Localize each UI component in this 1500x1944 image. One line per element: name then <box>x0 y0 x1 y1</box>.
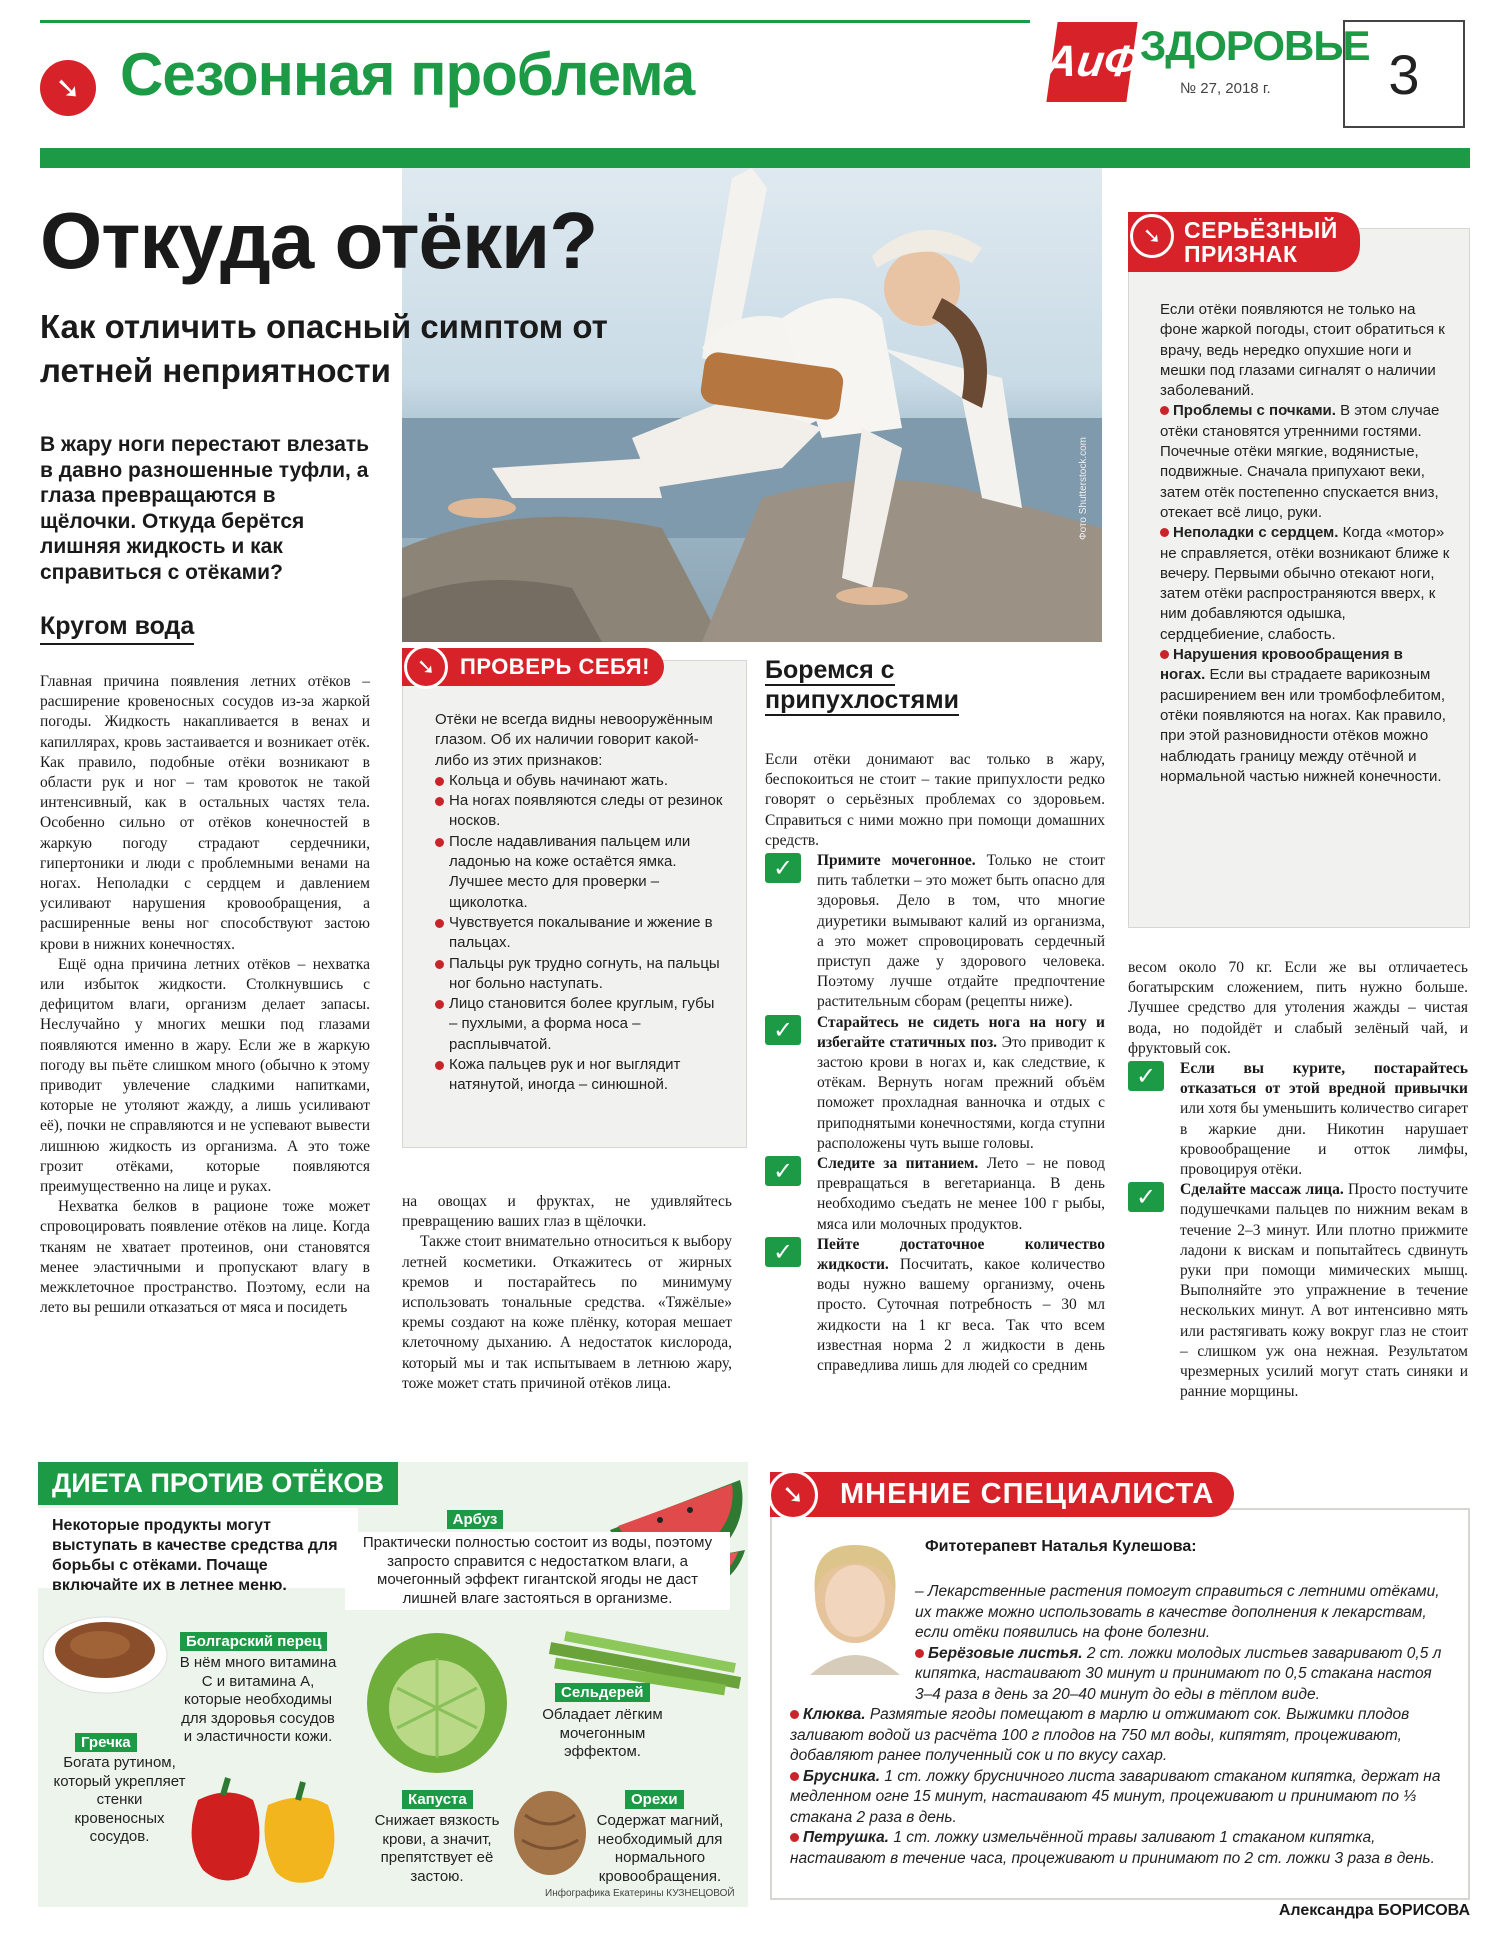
column-2 <box>402 1192 732 1394</box>
title-line: СЕРЬЁЗНЫЙ <box>1184 217 1338 243</box>
symptom-item: Чувствуется покалывание и жжение в пальцах. <box>435 913 725 954</box>
cabbage-tag: Капуста <box>402 1790 473 1809</box>
paragraph: на овощах и фруктах, не удивляйтесь превращению ваших глаз в щёлочки. <box>402 1193 732 1231</box>
recipe-text: 1 ст. ложку брусничного листа заваривают стаканом кипятка, держат на медленном огне 15 минут, настаивают 45 минут, процеживают и принимают по ⅓ стакана 2 раза в день. <box>790 1767 1441 1826</box>
tip-bold: Пейте достаточное количество жидкости. <box>817 1235 1105 1274</box>
header-green-bar <box>40 148 1470 168</box>
tip-massage <box>1128 1180 1468 1402</box>
tip-text: Просто постучите подушечками пальцев по нижним векам в течение 2–3 минут. Или плотно прижмите ладони к вискам и попытайтесь сдвинуть руки при помощи мимических мышц. Выполняйте это упражнение в течение нескольких минут. А вот интенсивно мять или растягивать кожу вокруг глаз не стоит – слишком уж она нежная. Результатом чрезмерных усилий могут стать синяки и ранние морщины. <box>1180 1181 1469 1401</box>
symptom-item: Кольца и обувь начинают жать. <box>435 771 725 791</box>
item-bold: Проблемы с почками. <box>1173 402 1336 420</box>
recipe-bold: Брусника. <box>803 1767 881 1785</box>
paragraph: Нехватка белков в рационе тоже может спровоцировать появление отёков на лице. Когда тканям не хватает протеинов, они становятся менее эластичными и пропускают влагу в межклеточное пространство. Поэтому, если на лето вы решили отказаться от мяса и посидеть <box>40 1198 370 1317</box>
check-yourself-title: ПРОВЕРЬ СЕБЯ! <box>402 648 664 686</box>
pepper-tag-wrap <box>180 1632 327 1651</box>
celery-tag-wrap <box>555 1683 650 1702</box>
nuts-tag-wrap <box>625 1790 684 1809</box>
paragraph: Также стоит внимательно относиться к выбору летней косметики. Откажитесь от жирных кремов и постарайтесь по минимуму использовать тональные средства. «Тяжёлые» кремы создают на коже плёнку, которая мешает клеточному дыханию. А недостаток кислорода, который мы и так испытываем в летнюю жару, тоже может стать причиной отёков лица. <box>402 1233 732 1392</box>
cabbage-text: Снижает вязкость крови, а значит, препятствует её застою. <box>374 1812 500 1885</box>
check-icon: ✓ <box>765 1015 801 1045</box>
bullet-icon <box>1160 528 1169 537</box>
arrow-icon: ➘ <box>768 1470 818 1520</box>
nuts-tag: Орехи <box>625 1790 684 1809</box>
section-arrow-icon: ➘ <box>40 60 96 116</box>
arrow-icon: ➘ <box>404 645 448 689</box>
buckwheat-tag: Гречка <box>75 1733 137 1752</box>
diet-title: ДИЕТА ПРОТИВ ОТЁКОВ <box>38 1462 398 1505</box>
buckwheat-tag-wrap <box>75 1733 137 1752</box>
tip-smoking <box>1128 1059 1468 1180</box>
article-title: Откуда отёки? <box>40 196 598 285</box>
column-3 <box>765 750 1105 1376</box>
nuts-text: Содержат магний, необходимый для нормального кровообращения. <box>596 1812 724 1885</box>
specialist-name: Фитотерапевт Наталья Кулешова: <box>925 1538 1197 1555</box>
circulation-item <box>1160 645 1450 787</box>
tip-diuretic <box>765 851 1105 1013</box>
paragraph: Ещё одна причина летних отёков – нехватка или избыток жидкости. Столкнувшись с дефицитом влаги, организм делает запасы. Неслучайно у многих мешки под глазами появляются именно в жару. Если же в жаркую погоду вы пьёте слишком много (обычно к этому приводит увлечение сладкими напитками, которые не утоляют жажду, а лишь усиливают её), почки не справляются и не успевают вывести лишнюю жидкость из организма. А это тоже грозит отёками, которые появляются преимущественно на лице и руках. <box>40 955 370 1196</box>
tip-posture <box>765 1013 1105 1154</box>
bullet-icon <box>1160 650 1169 659</box>
section-heading-water: Кругом вода <box>40 612 194 645</box>
cabbage-tag-wrap <box>402 1790 473 1809</box>
buckwheat-image <box>40 1600 170 1695</box>
recipe-parsley <box>790 1828 1450 1869</box>
bullet-icon <box>790 1833 799 1842</box>
section-title: Сезонная проблема <box>120 41 695 108</box>
symptom-item: На ногах появляются следы от резинок носков. <box>435 791 725 832</box>
photo-credit: Фото Shutterstock.com <box>1078 436 1089 540</box>
item-text: В этом случае отёки становятся утренними гостями. Почечные отёки мягкие, водянистые, подвижные. Сначала припухают веки, затем отёк постепенно спускается вниз, отекает всё лицо, руки. <box>1160 402 1440 521</box>
item-text: Когда «мотор» не справляется, отёки возникают ближе к вечеру. Первыми обычно отекают ноги, затем отёки распространяются вверх, к ним добавляются одышка, сердцебиение, слабость. <box>1160 524 1450 643</box>
header-rule <box>40 20 1030 23</box>
recipe-bold: Петрушка. <box>803 1829 889 1846</box>
symptom-list <box>435 771 725 1096</box>
pepper-tag: Болгарский перец <box>180 1632 327 1651</box>
paragraph: Главная причина появления летних отёков – расширение кровеносных сосудов из-за жаркой погоды. Жидкость накапливается в венах и капиллярах, кровь застаивается и возникает отёк. Как правило, подобные отёки возникают в области рук и ног – там кровоток не такой интенсивный, как в остальных частях тела. Особенно сильно от отёков конечностей в жаркую погоду страдают сердечники, гипертоники и люди с проблемными венами на ногах. Неполадки с сердцем и давлением усиливают нарушения кровообращения, а расширенные вены ног способствуют застою крови в нижних конечностях. <box>40 673 370 953</box>
watermelon-tag-wrap <box>440 1510 510 1529</box>
section-heading-fight <box>765 655 1035 717</box>
tip-bold: Примите мочегонное. <box>817 852 976 870</box>
heart-item <box>1160 523 1450 645</box>
item-bold: Неполадки с сердцем. <box>1173 524 1339 542</box>
bullet-icon <box>790 1772 799 1781</box>
tip-nutrition <box>765 1154 1105 1235</box>
cabbage-image <box>352 1628 522 1778</box>
symptom-item: Пальцы рук трудно согнуть, на пальцы ног больно наступать. <box>435 954 725 995</box>
tip-fluids <box>765 1235 1105 1376</box>
author-byline: Александра БОРИСОВА <box>1278 1902 1470 1919</box>
symptom-item: После надавливания пальцем или ладонью на коже остаётся ямка. Лучшее место для проверки – щиколотка. <box>435 832 725 913</box>
serious-sign-body <box>1160 300 1450 787</box>
recipe-text: 1 ст. ложку измельчённой травы заливают 1 стаканом кипятка, настаивают в течение часа, процеживают и принимают по 2 ст. ложки 3 раза в день. <box>790 1829 1435 1867</box>
pepper-text: В нём много витамина С и витамина А, которые необходимы для здоровья сосудов и эластичности кожи. <box>179 1654 337 1745</box>
tip-text: или хотя бы уменьшить количество сигарет в жаркие дни. Никотин нарушает кровообращение и отток лимфы, провоцируя отёки. <box>1180 1100 1468 1179</box>
tip-bold: Следите за питанием. <box>817 1155 979 1173</box>
symptom-item: Лицо становится более круглым, губы – пухлыми, а форма носа – расплывчатой. <box>435 994 725 1055</box>
buckwheat-text: Богата рутином, который укрепляет стенки кровеносных сосудов. <box>53 1754 186 1845</box>
column-4 <box>1128 958 1468 1402</box>
recipe-bold: Клюква. <box>803 1706 866 1723</box>
celery-tag: Сельдерей <box>555 1683 650 1702</box>
issue-number: № 27, 2018 г. <box>1180 80 1271 97</box>
specialist-body <box>790 1582 1450 1869</box>
diet-intro: Некоторые продукты могут выступать в качестве средства для борьбы с отёками. Почаще включайте их в летнее меню. <box>52 1517 338 1594</box>
symptom-item: Кожа пальцев рук и ног выглядит натянутой, иногда – синюшной. <box>435 1055 725 1096</box>
arrow-icon: ➘ <box>1130 214 1174 258</box>
recipe-text: 2 ст. ложки молодых листьев заваривают 0,5 л кипятка, настаивают 30 минут и принимают по 0,5 стакана настоя 3–4 раза в день за 20–40 минут до еды в тёплом виде. <box>915 1644 1442 1703</box>
paragraph: Если отёки донимают вас только в жару, беспокоиться не стоит – такие припухлости редко говорят о серьёзных проблемах со здоровьем. Справиться с ними можно при помощи домашних средств. <box>765 751 1105 849</box>
tip-text: Только не стоит пить таблетки – это может быть опасно для здоровья. Дело в том, что многие диуретики вымывают калий из организма, а это может спровоцировать сердечный приступ даже у здорового человека. Поэтому лучше отдайте предпочтение растительным сборам (рецепты ниже). <box>817 852 1106 1011</box>
watermelon-text: Практически полностью состоит из воды, поэтому запросто справится с недостатком влаги, а мочегонный эффект гигантской ягоды не даст лишней влаге застояться в организме. <box>345 1532 730 1610</box>
title-line: ПРИЗНАК <box>1184 241 1298 267</box>
recipe-cranberry <box>790 1705 1450 1767</box>
check-icon: ✓ <box>1128 1182 1164 1212</box>
check-intro: Отёки не всегда видны невооружённым глазом. Об их наличии говорит какой-либо из этих признаков: <box>435 711 713 769</box>
specialist-title: МНЕНИЕ СПЕЦИАЛИСТА <box>770 1472 1234 1517</box>
serious-intro: Если отёки появляются не только на фоне жаркой погоды, стоит обратиться к врачу, ведь нередко опухшие ноги и мешки под глазами сигналят о наличии заболеваний. <box>1160 301 1445 400</box>
watermelon-tag: Арбуз <box>447 1510 504 1529</box>
recipe-birch <box>790 1644 1450 1706</box>
walnut-image <box>510 1785 590 1880</box>
kidneys-item <box>1160 401 1450 523</box>
check-icon: ✓ <box>765 853 801 883</box>
column-1 <box>40 672 370 1319</box>
bullet-icon <box>790 1710 799 1719</box>
heading-text: Боремся с припухлостями <box>765 656 960 714</box>
tip-text: Это приводит к застою крови в ногах и, как следствие, к отёкам. Вернуть ногам прежний объём поможет прохладная ванночка и отдых с приподнятыми конечностями, когда ступни расположены чуть выше головы. <box>817 1033 1105 1152</box>
check-icon: ✓ <box>765 1156 801 1186</box>
bullet-icon <box>915 1649 924 1658</box>
recipe-bold: Берёзовые листья. <box>928 1644 1083 1662</box>
zdorovye-logo: ЗДОРОВЬЕ <box>1140 22 1370 69</box>
tip-bold: Сделайте массаж лица. <box>1180 1181 1344 1199</box>
celery-text: Обладает лёгким мочегонным эффектом. <box>542 1706 663 1760</box>
article-lead: В жару ноги перестают влезать в давно разношенные туфли, а глаза превращаются в щёлочки. Откуда берётся лишняя жидкость и как справиться с отёками? <box>40 433 370 584</box>
tip-bold: Если вы курите, постарайтесь отказаться от этой вредной привычки <box>1180 1060 1468 1098</box>
aif-logo: АиФ <box>1046 22 1137 102</box>
item-text: Если вы страдаете варикозным расширением вен или тромбофлебитом, отёки появляются на ногах. Как правило, при этой разновидности отёков можно наблюдать границу между отёчной и нормальной частью нижней конечности. <box>1160 666 1446 785</box>
tip-text: Посчитать, какое количество воды нужно вашему организму, очень просто. Суточная потребность – 30 мл жидкости на 1 кг веса. Так что всем известная норма 2 л жидкости в день справедлива лишь для людей со средним <box>817 1256 1105 1375</box>
tip-text: Лето – не повод превращаться в вегетарианца. В день необходимо съедать не менее 100 г рыбы, мяса или молочных продуктов. <box>817 1155 1106 1233</box>
recipe-text: Размятые ягоды помещают в марлю и отжимают сок. Выжимки плодов заливают водой из расчёта 100 г плодов на 750 мл воды, кипятят, процеживают, добавляют ранее полученный сок и по вкусу сахар. <box>790 1706 1410 1764</box>
specialist-intro: – Лекарственные растения помогут справиться с летними отёками, их также можно использовать в качестве дополнения к лекарствам, если отёки появились на фоне болезни. <box>915 1583 1440 1641</box>
check-icon: ✓ <box>765 1237 801 1267</box>
check-yourself-body <box>435 710 725 1096</box>
page-number: 3 <box>1343 20 1465 128</box>
item-bold: Нарушения кровообращения в ногах. <box>1160 646 1403 684</box>
tip-bold: Старайтесь не сидеть нога на ногу и избегайте статичных поз. <box>817 1013 1105 1051</box>
paragraph: весом около 70 кг. Если же вы отличаетесь богатырским сложением, пить нужно больше. Лучшее средство для утоления жажды – чистая вода, но подойдёт и слабый зелёный чай, и фруктовый сок. <box>1128 959 1468 1057</box>
diet-credit: Инфографика Екатерины КУЗНЕЦОВОЙ <box>545 1888 735 1899</box>
recipe-lingonberry <box>790 1767 1450 1829</box>
pepper-image <box>178 1770 353 1890</box>
bullet-icon <box>1160 406 1169 415</box>
article-subtitle: Как отличить опасный симптом от летней неприятности <box>40 308 608 389</box>
check-icon: ✓ <box>1128 1061 1164 1091</box>
